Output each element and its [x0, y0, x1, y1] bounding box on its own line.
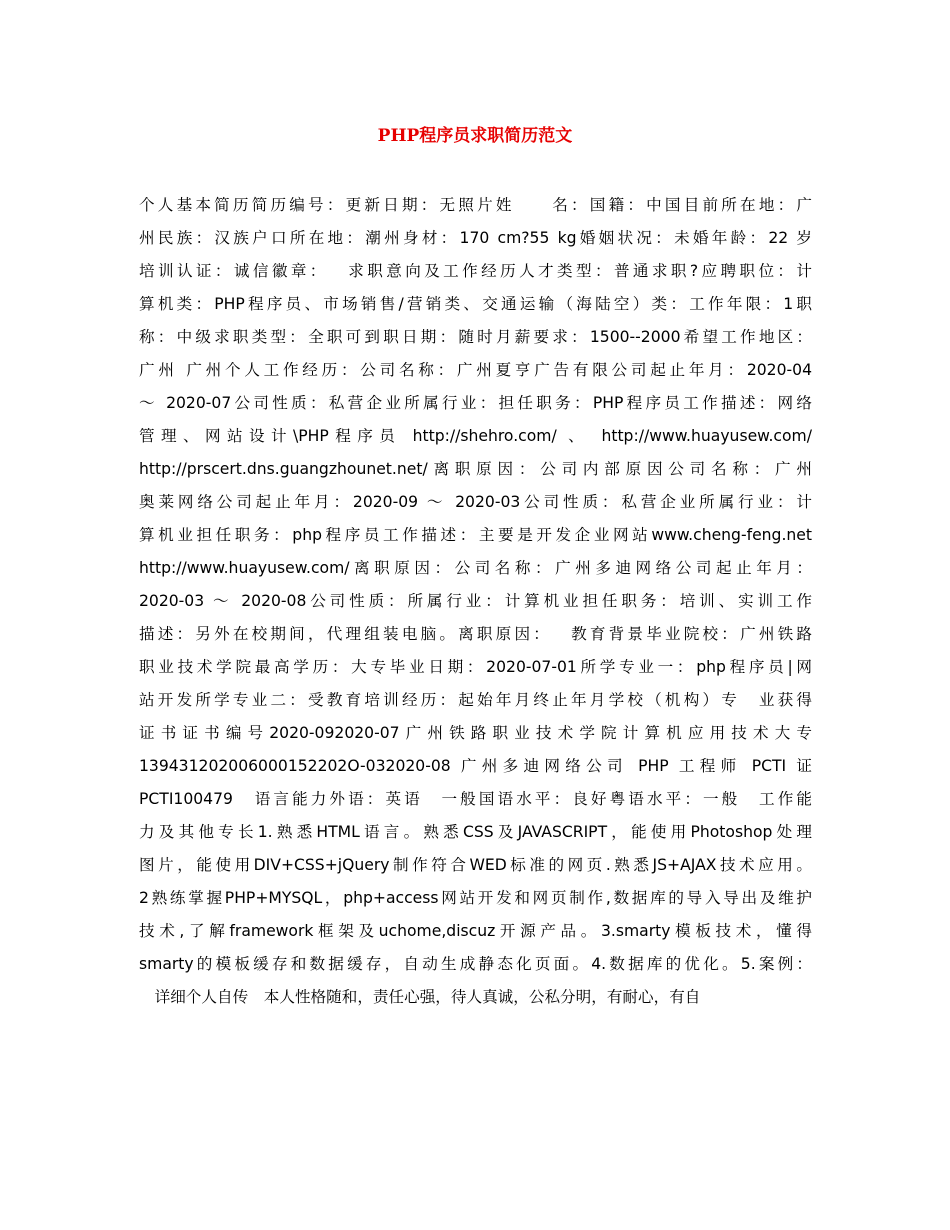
- document-title: PHP程序员求职简历范文: [377, 126, 573, 146]
- body-line: 奥莱网络公司起止年月：2020-09 ～ 2020-03公司性质：私营企业所属行业：计: [139, 493, 812, 511]
- body-line: 技术,了解framework框架及uchome,discuz开源产品。3.smarty模板技术，懂得: [139, 922, 812, 940]
- body-line: http://www.huayusew.com/离职原因：公司名称：广州多迪网络公司起止年月：: [139, 559, 812, 577]
- body-line: 算机类：PHP程序员、市场销售/营销类、交通运输（海陆空）类：工作年限：1职: [139, 295, 812, 313]
- body-line: PCTI100479 语言能力外语：英语 一般国语水平：良好粤语水平：一般 工作能: [139, 790, 812, 808]
- body-line: 图片，能使用DIV+CSS+jQuery制作符合WED标准的网页.熟悉JS+AJAX技术应用。: [139, 856, 812, 874]
- body-line: 管理、网站设计\PHP程序员 http://shehro.com/ 、 http://www.huayusew.com/: [139, 427, 812, 445]
- body-line: http://prscert.dns.guangzhounet.net/离职原因：公司内部原因公司名称：广州: [139, 460, 812, 478]
- body-line: 力及其他专长1.熟悉HTML语言。熟悉CSS及JAVASCRIPT，能使用Photoshop处理: [139, 823, 812, 841]
- body-line: 2020-03 ～ 2020-08公司性质：所属行业：计算机业担任职务：培训、实训工作: [139, 592, 812, 610]
- body-line: ～ 2020-07公司性质：私营企业所属行业：担任职务：PHP程序员工作描述：网络: [139, 394, 812, 412]
- body-line: 州民族：汉族户口所在地：潮州身材：170 cm?55 kg婚姻状况：未婚年龄：22 岁: [139, 229, 812, 247]
- body-line: smarty的模板缓存和数据缓存，自动生成静态化页面。4.数据库的优化。5.案例：: [139, 955, 812, 973]
- body-line: 称：中级求职类型：全职可到职日期：随时月薪要求：1500--2000希望工作地区：: [139, 328, 812, 346]
- document-body: [139, 189, 812, 1014]
- body-line: 算机业担任职务：php程序员工作描述：主要是开发企业网站www.cheng-feng.net: [139, 526, 812, 544]
- body-line: 2熟练掌握PHP+MYSQL，php+access网站开发和网页制作,数据库的导入导出及维护: [139, 889, 812, 907]
- body-line: 站开发所学专业二：受教育培训经历：起始年月终止年月学校（机构）专 业获得: [139, 691, 812, 709]
- body-line: 139431202006000152202O-032020-08 广州多迪网络公司 PHP 工程师 PCTI 证: [139, 757, 812, 775]
- body-line: 个人基本简历简历编号：更新日期：无照片姓 名：国籍：中国目前所在地：广: [139, 196, 812, 214]
- body-line: 广州 广州个人工作经历：公司名称：广州夏亨广告有限公司起止年月：2020-04: [139, 361, 812, 379]
- body-line: 描述：另外在校期间，代理组装电脑。离职原因： 教育背景毕业院校：广州铁路: [139, 625, 812, 643]
- body-line: 证书证书编号2020-092020-07广州铁路职业技术学院计算机应用技术大专: [139, 724, 812, 742]
- body-line: 详细个人自传 本人性格随和，责任心强，待人真诚，公私分明，有耐心，有自: [139, 988, 701, 1006]
- body-line: 职业技术学院最高学历：大专毕业日期：2020-07-01所学专业一：php程序员|网: [139, 658, 812, 676]
- body-line: 培训认证：诚信徽章： 求职意向及工作经历人才类型：普通求职?应聘职位：计: [139, 262, 812, 280]
